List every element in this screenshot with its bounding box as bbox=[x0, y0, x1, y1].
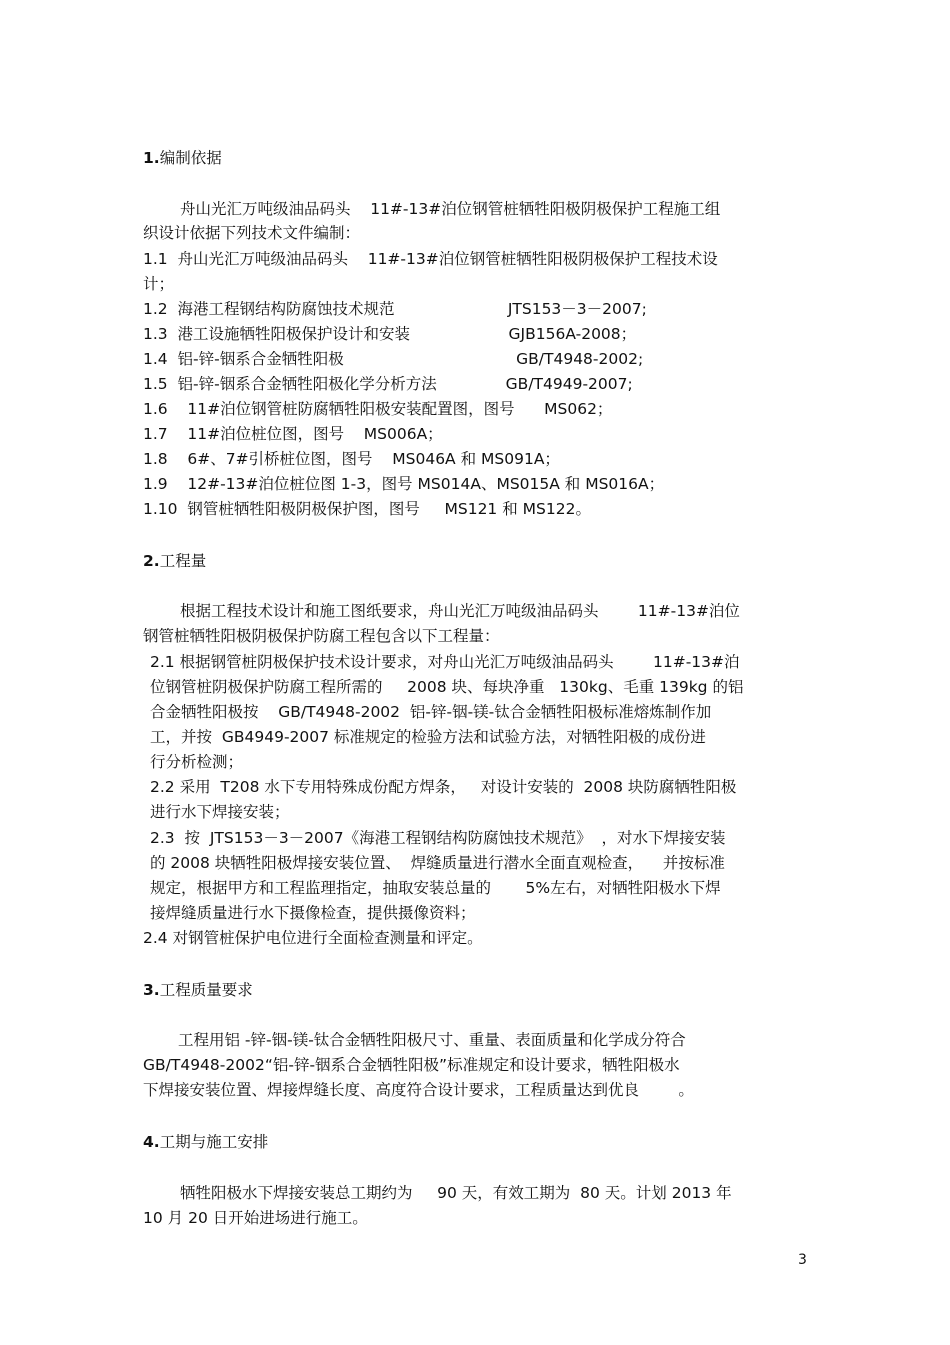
section-2-heading: 2.工程量 bbox=[143, 552, 207, 570]
section-1-line: 1.7 11#泊位桩位图，图号 MS006A； bbox=[143, 425, 443, 443]
section-2-line: 接焊缝质量进行水下摄像检查，提供摄像资料； bbox=[150, 904, 476, 922]
section-2-line: 工，并按 GB4949-2007 标准规定的检验方法和试验方法，对牺牲阳极的成份进 bbox=[150, 728, 706, 746]
section-2-line: 行分析检测； bbox=[150, 753, 244, 771]
section-2-line: 进行水下焊接安装； bbox=[150, 803, 290, 821]
section-2-line: 规定，根据甲方和工程监理指定，抽取安装总量的 5%左右，对牺牲阳极水下焊 bbox=[150, 879, 721, 897]
section-3-line: 工程用铝 -锌-铟-镁-钛合金牺牲阳极尺寸、重量、表面质量和化学成分符合 bbox=[178, 1031, 686, 1049]
section-3-line: 下焊接安装位置、焊接焊缝长度、高度符合设计要求，工程质量达到优良 。 bbox=[143, 1081, 694, 1099]
section-3-line: GB/T4948-2002“铝-锌-铟系合金牺牲阳极”标准规定和设计要求，牺牲阳极水 bbox=[143, 1056, 680, 1074]
section-2-line: 合金牺牲阳极按 GB/T4948-2002 铝-锌-铟-镁-钛合金牺牲阳极标准熔炼制作加 bbox=[150, 703, 712, 721]
section-1-line: 1.10 钢管桩牺牲阳极阴极保护图，图号 MS121 和 MS122。 bbox=[143, 500, 591, 518]
section-2-line: 2.2 采用 T208 水下专用特殊成份配方焊条， 对设计安装的 2008 块防腐牺牲阳极 bbox=[150, 778, 737, 796]
section-4-line: 10 月 20 日开始进场进行施工。 bbox=[143, 1209, 368, 1227]
section-2-line: 位钢管桩阴极保护防腐工程所需的 2008 块、每块净重 130kg、毛重 139kg 的铝 bbox=[150, 678, 744, 696]
section-1-line: 1.2 海港工程钢结构防腐蚀技术规范 JTS153－3－2007; bbox=[143, 300, 647, 318]
section-2-line: 的 2008 块牺牲阳极焊接安装位置、 焊缝质量进行潜水全面直观检查， 并按标准 bbox=[150, 854, 725, 872]
section-4-heading: 4.工期与施工安排 bbox=[143, 1133, 269, 1151]
section-1-line: 1.5 铝-锌-铟系合金牺牲阳极化学分析方法 GB/T4949-2007; bbox=[143, 375, 633, 393]
section-2-line: 根据工程技术设计和施工图纸要求，舟山光汇万吨级油品码头 11#-13#泊位 bbox=[180, 602, 740, 620]
section-1-line: 计； bbox=[143, 275, 175, 293]
section-3-heading: 3.工程质量要求 bbox=[143, 981, 253, 999]
section-1-line: 1.4 铝-锌-铟系合金牺牲阳极 GB/T4948-2002; bbox=[143, 350, 644, 368]
section-1-line: 织设计依据下列技术文件编制： bbox=[143, 224, 361, 242]
section-1-line: 1.1 舟山光汇万吨级油品码头 11#-13#泊位钢管桩牺牲阳极阴极保护工程技术设 bbox=[143, 250, 718, 268]
section-2-line: 2.3 按 JTS153－3－2007《海港工程钢结构防腐蚀技术规范》 ，对水下焊接安装 bbox=[150, 829, 726, 847]
section-1-line: 1.3 港工设施牺牲阳极保护设计和安装 GJB156A-2008； bbox=[143, 325, 637, 343]
section-1-line: 1.6 11#泊位钢管桩防腐牺牲阳极安装配置图，图号 MS062； bbox=[143, 400, 613, 418]
page-number: 3 bbox=[798, 1252, 807, 1268]
section-1-line: 1.8 6#、7#引桥桩位图，图号 MS046A 和 MS091A； bbox=[143, 450, 560, 468]
section-2-line: 2.4 对钢管桩保护电位进行全面检查测量和评定。 bbox=[143, 929, 483, 947]
section-4-line: 牺牲阳极水下焊接安装总工期约为 90 天，有效工期为 80 天。计划 2013 年 bbox=[180, 1184, 732, 1202]
section-1-heading: 1.编制依据 bbox=[143, 149, 222, 167]
section-2-line: 钢管桩牺牲阳极阴极保护防腐工程包含以下工程量： bbox=[143, 627, 500, 645]
section-2-line: 2.1 根据钢管桩阴极保护技术设计要求，对舟山光汇万吨级油品码头 11#-13#泊 bbox=[150, 653, 740, 671]
section-1-line: 1.9 12#-13#泊位桩位图 1-3，图号 MS014A、MS015A 和 MS016A； bbox=[143, 475, 665, 493]
section-1-line: 舟山光汇万吨级油品码头 11#-13#泊位钢管桩牺牲阳极阴极保护工程施工组 bbox=[180, 200, 721, 218]
